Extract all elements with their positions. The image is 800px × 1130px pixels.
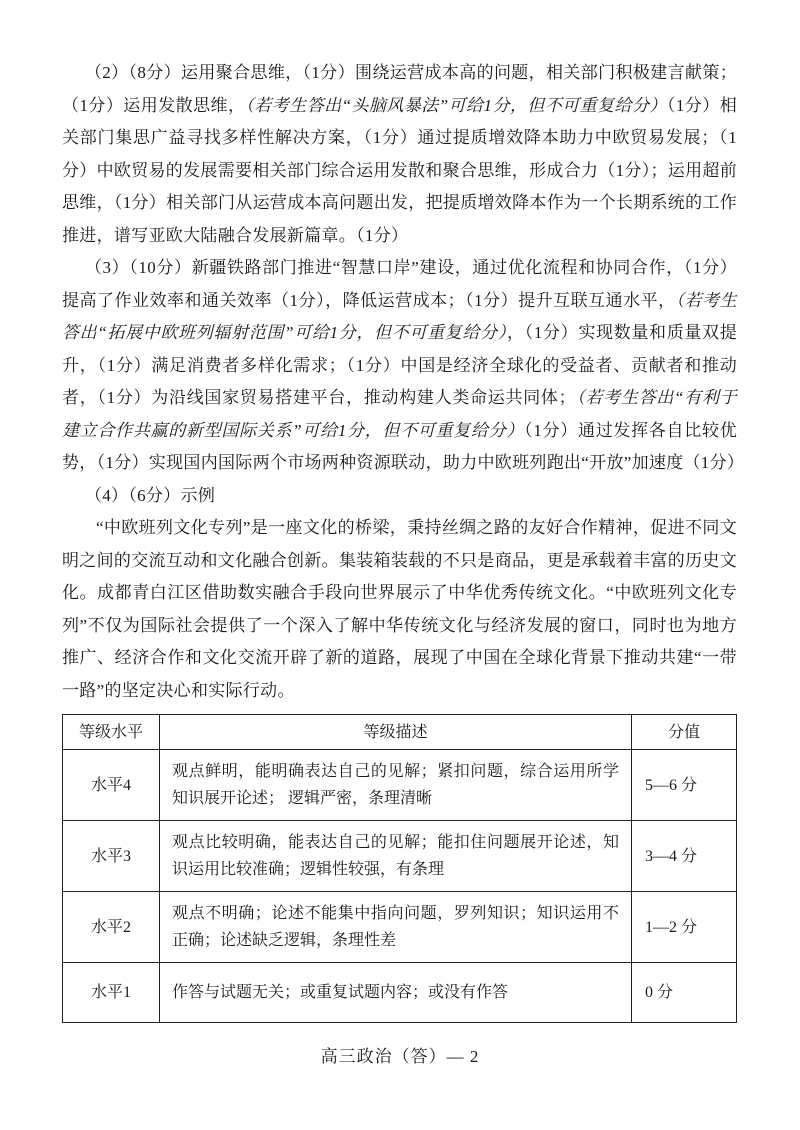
rubric-row-level-4 [63, 750, 737, 821]
footer-page-label: 高三政治（答）— 2 [320, 1047, 480, 1066]
rubric-header-score: 分值 [632, 715, 737, 750]
answer-content [62, 57, 745, 1023]
page-footer [0, 1042, 800, 1067]
rubric-level-cell: 水平1 [63, 963, 160, 1023]
rubric-score-cell: 3—4 分 [632, 821, 737, 892]
answer-2-paragraph [62, 57, 737, 252]
answer-2-text: （2）（8分）运用聚合思维，（1分）围绕运营成本高的问题，相关部门积极建言献策；（1分）运用发散思维， [62, 63, 737, 115]
grading-rubric-table [62, 714, 737, 1023]
rubric-row-level-3 [63, 821, 737, 892]
answer-4-example-paragraph: “中欧班列文化专列”是一座文化的桥梁，秉持丝绸之路的友好合作精神，促进不同文明之间的交流互动和文化融合创新。集装箱装载的不只是商品，更是承载着丰富的历史文化。成都青白江区借助数实融合手段向世界展示了中华优秀传统文化。“中欧班列文化专列”不仅为国际社会提供了一个深入了解中华传统文化与经济发展的窗口，同时也为地方推广、经济合作和文化交流开辟了新的道路，展现了中国在全球化背景下推动共建“一带一路”的坚定决心和实际行动。 [62, 518, 737, 700]
rubric-header-row [63, 715, 737, 750]
answer-3-text: （3）（10分）新疆铁路部门推进“智慧口岸”建设，通过优化流程和协同合作，（1分）提高了作业效率和通关效率（1分），降低运营成本；（1分）提升互联互通水平， [62, 258, 737, 310]
rubric-description-cell: 观点不明确；论述不能集中指向问题，罗列知识；知识运用不正确；论述缺乏逻辑，条理性差 [160, 892, 632, 963]
answer-3-text-cont-2: （1分）通过发挥各自比较优势，（1分）实现国内国际两个市场两种资源联动，助力中欧班列跑出“开放”加速度（1分） [62, 420, 745, 472]
rubric-header-description: 等级描述 [160, 715, 632, 750]
rubric-level-cell: 水平4 [63, 750, 160, 821]
answer-2-text-cont: （1分）相关部门集思广益寻找多样性解决方案，（1分）通过提质增效降本助力中欧贸易发展；（1分）中欧贸易的发展需要相关部门综合运用发散和聚合思维，形成合力（1分）；运用超前思维，（1分）相关部门从运营成本高问题出发，把提质增效降本作为一个长期系统的工作推进，谱写亚欧大陆融合发展新篇章。（1分） [62, 95, 737, 245]
answer-3-examiner-note-2: （若考生答出“有利于建立合作共赢的新型国际关系”可给1分，但不可重复给分） [62, 388, 737, 440]
answer-2-examiner-note: （若考生答出“头脑风暴法”可给1分，但不可重复给分） [245, 95, 667, 115]
rubric-row-level-1 [63, 963, 737, 1023]
rubric-description-cell: 观点比较明确，能表达自己的见解；能扣住问题展开论述，知识运用比较准确；逻辑性较强，有条理 [160, 821, 632, 892]
rubric-description-cell: 观点鲜明，能明确表达自己的见解；紧扣问题，综合运用所学知识展开论述； 逻辑严密，条理清晰 [160, 750, 632, 821]
rubric-score-cell: 1—2 分 [632, 892, 737, 963]
answer-3-examiner-note-1: （若考生答出“拓展中欧班列辐射范围”可给1分，但不可重复给分） [62, 290, 737, 342]
answer-3-text-cont-1: ，（1分）实现数量和质量双提升，（1分）满足消费者多样化需求；（1分）中国是经济全球化的受益者、贡献者和推动者，（1分）为沿线国家贸易搭建平台，推动构建人类命运共同体； [62, 323, 738, 407]
answer-3-paragraph [62, 252, 745, 480]
rubric-level-cell: 水平3 [63, 821, 160, 892]
answer-4-heading: （4）（6分）示例 [84, 485, 216, 505]
rubric-score-cell: 0 分 [632, 963, 737, 1023]
rubric-row-level-2 [63, 892, 737, 963]
rubric-score-cell: 5—6 分 [632, 750, 737, 821]
rubric-level-cell: 水平2 [63, 892, 160, 963]
rubric-description-cell: 作答与试题无关；或重复试题内容；或没有作答 [160, 963, 632, 1023]
rubric-header-level: 等级水平 [63, 715, 160, 750]
